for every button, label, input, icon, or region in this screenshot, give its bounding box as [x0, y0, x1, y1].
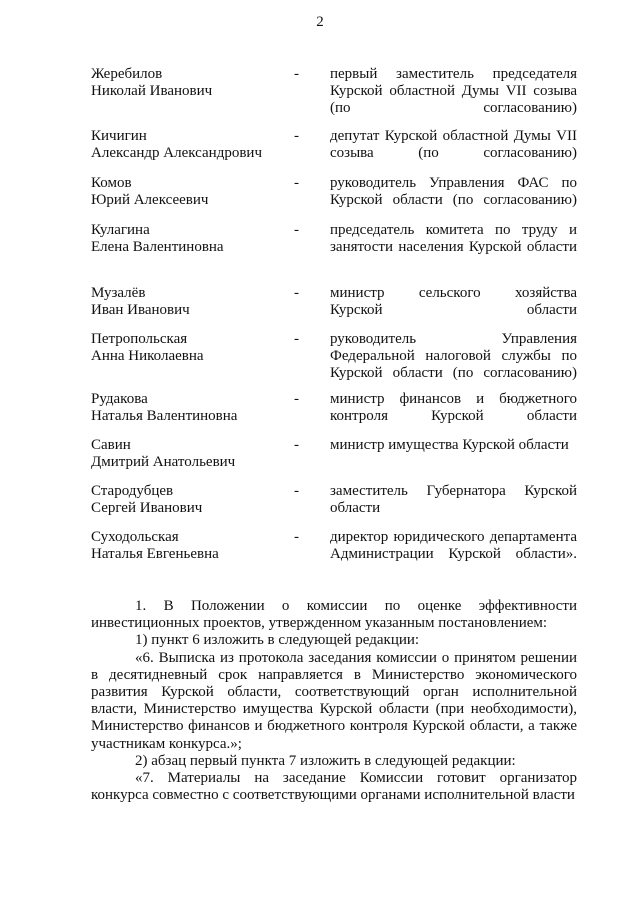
paragraph: 1) пункт 6 изложить в следующей редакции:	[135, 632, 420, 649]
document-body	[91, 598, 577, 804]
member-role: депутат Курской областной Думы VII созыва (по согласованию)	[330, 128, 577, 161]
member-dash: -	[294, 285, 299, 301]
member-role: заместитель Губернатора Курской области	[330, 483, 577, 516]
paragraph: «7. Материалы на заседание Комиссии готовит организатор конкурса совместно с соответствующими органами исполнительной власти	[91, 770, 577, 804]
member-name: Стародубцев Сергей Иванович	[91, 483, 203, 516]
member-name: Петропольская Анна Николаевна	[91, 331, 204, 364]
member-role: директор юридического департамента Администрации Курской области».	[330, 529, 577, 562]
member-name: Комов Юрий Алексеевич	[91, 175, 209, 208]
member-dash: -	[294, 437, 299, 453]
member-role: руководитель Управления ФАС по Курской области (по согласованию)	[330, 175, 577, 208]
member-role: первый заместитель председателя Курской областной Думы VII созыва (по согласованию)	[330, 66, 577, 116]
member-dash: -	[294, 66, 299, 82]
paragraph: «6. Выписка из протокола заседания комиссии о принятом решении в десятидневный срок направляется в Министерство экономического развития Курской области, соответствующий орган исполнительной власти, Министерство имущества Курской области (при необходимости), Министерство финансов и бюджетного контроля Курской области, а также участникам конкурса.»;	[91, 649, 577, 752]
member-name: Кулагина Елена Валентиновна	[91, 222, 224, 255]
member-dash: -	[294, 128, 299, 144]
member-name: Савин Дмитрий Анатольевич	[91, 437, 236, 470]
member-dash: -	[294, 175, 299, 191]
member-name: Суходольская Наталья Евгеньевна	[91, 529, 219, 562]
member-role: руководитель Управления Федеральной налоговой службы по Курской области (по согласованию)	[330, 331, 577, 381]
member-role: министр имущества Курской области	[330, 437, 569, 453]
member-name: Жеребилов Николай Иванович	[91, 66, 213, 99]
member-name: Рудакова Наталья Валентиновна	[91, 391, 238, 424]
page-number: 2	[316, 14, 324, 30]
paragraph: 1. В Положении о комиссии по оценке эффективности инвестиционных проектов, утвержденном указанным постановлением:	[91, 598, 577, 632]
member-dash: -	[294, 331, 299, 347]
member-name: Музалёв Иван Иванович	[91, 285, 190, 318]
member-role: министр финансов и бюджетного контроля Курской области	[330, 391, 577, 424]
member-dash: -	[294, 391, 299, 407]
member-role: председатель комитета по труду и занятости населения Курской области	[330, 222, 577, 255]
member-dash: -	[294, 222, 299, 238]
member-role: министр сельского хозяйства Курской области	[330, 285, 577, 318]
member-dash: -	[294, 483, 299, 499]
member-dash: -	[294, 529, 299, 545]
paragraph: 2) абзац первый пункта 7 изложить в следующей редакции:	[135, 752, 516, 769]
member-name: Кичигин Александр Александрович	[91, 128, 262, 161]
